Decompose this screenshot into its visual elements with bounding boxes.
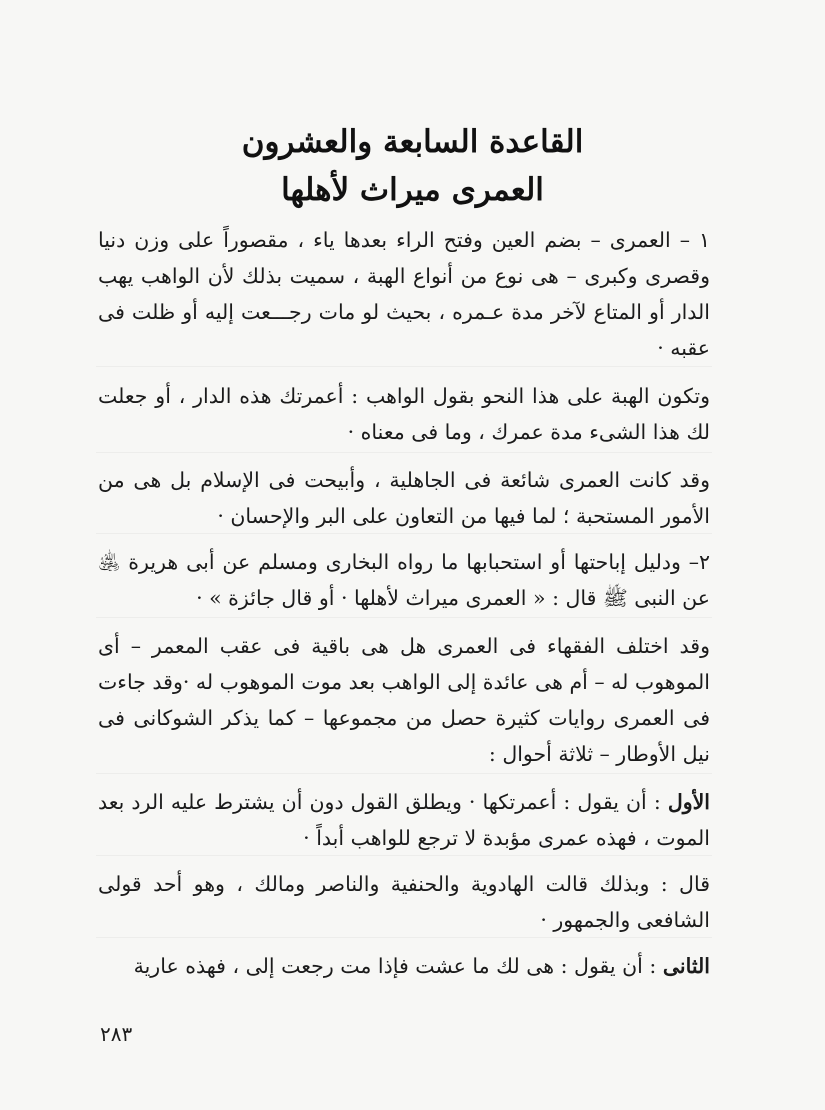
paragraph-first-case <box>98 784 710 856</box>
faint-rule-line <box>96 937 712 938</box>
faint-rule-line <box>96 452 712 453</box>
faint-rule-line <box>96 617 712 618</box>
faint-rule-line <box>96 855 712 856</box>
rule-title: القاعدة السابعة والعشرون <box>241 124 584 160</box>
paragraph-evidence: ٢– ودليل إباحتها أو استحبابها ما رواه البخارى ومسلم عن أبى هريرة ﵁ عن النبى ﷺ قال : « العمرى ميراث لأهلها · أو قال جائزة » · <box>98 550 710 610</box>
second-case-text: : أن يقول : هى لك ما عشت فإذا مت رجعت إلى ، فهذه عارية <box>133 954 663 978</box>
paragraph-opinions: قال : وبذلك قالت الهادوية والحنفية والناصر ومالك ، وهو أحد قولى الشافعى والجمهور · <box>98 872 710 932</box>
rule-subtitle: العمرى ميراث لأهلها <box>281 172 544 208</box>
paragraph-formula: وتكون الهبة على هذا النحو بقول الواهب : أعمرتك هذه الدار ، أو جعلت لك هذا الشىء مدة عمرك ، وما فى معناه · <box>98 384 710 444</box>
first-case-text: : أن يقول : أعمرتكها · ويطلق القول دون أن يشترط عليه الرد بعد الموت ، فهذه عمرى مؤبدة لا ترجع للواهب أبداً · <box>98 790 710 850</box>
paragraph-disagreement: وقد اختلف الفقهاء فى العمرى هل هى باقية فى عقب المعمر – أى الموهوب له – أم هى عائدة إلى الواهب بعد موت الموهوب له ·وقد جاءت فى العمرى روايات كثيرة حصل من مجموعها – كما يذكر الشوكانى فى نيل الأوطار – ثلاثة أحوال : <box>98 634 710 766</box>
faint-rule-line <box>96 366 712 367</box>
paragraph-history: وقد كانت العمرى شائعة فى الجاهلية ، وأبيحت فى الإسلام بل هى من الأمور المستحبة ؛ لما فيها من التعاون على البر والإحسان · <box>98 468 710 528</box>
second-case-label: الثانى <box>662 954 710 978</box>
faint-rule-line <box>96 773 712 774</box>
paragraph-second-case <box>98 948 710 984</box>
paragraph-definition: ١ – العمرى – بضم العين وفتح الراء بعدها ياء ، مقصوراً على وزن دنيا وقصرى وكبرى – هى نوع من أنواع الهبة ، سميت بذلك لأن الواهب يهب الدار أو المتاع لآخر مدة عـمره ، بحيث لو مات رجـــعت إليه أو ظلت فى عقبه · <box>98 228 710 360</box>
page-number: ٢٨٣ <box>100 1022 133 1046</box>
faint-rule-line <box>96 533 712 534</box>
first-case-label: الأول <box>667 790 710 814</box>
